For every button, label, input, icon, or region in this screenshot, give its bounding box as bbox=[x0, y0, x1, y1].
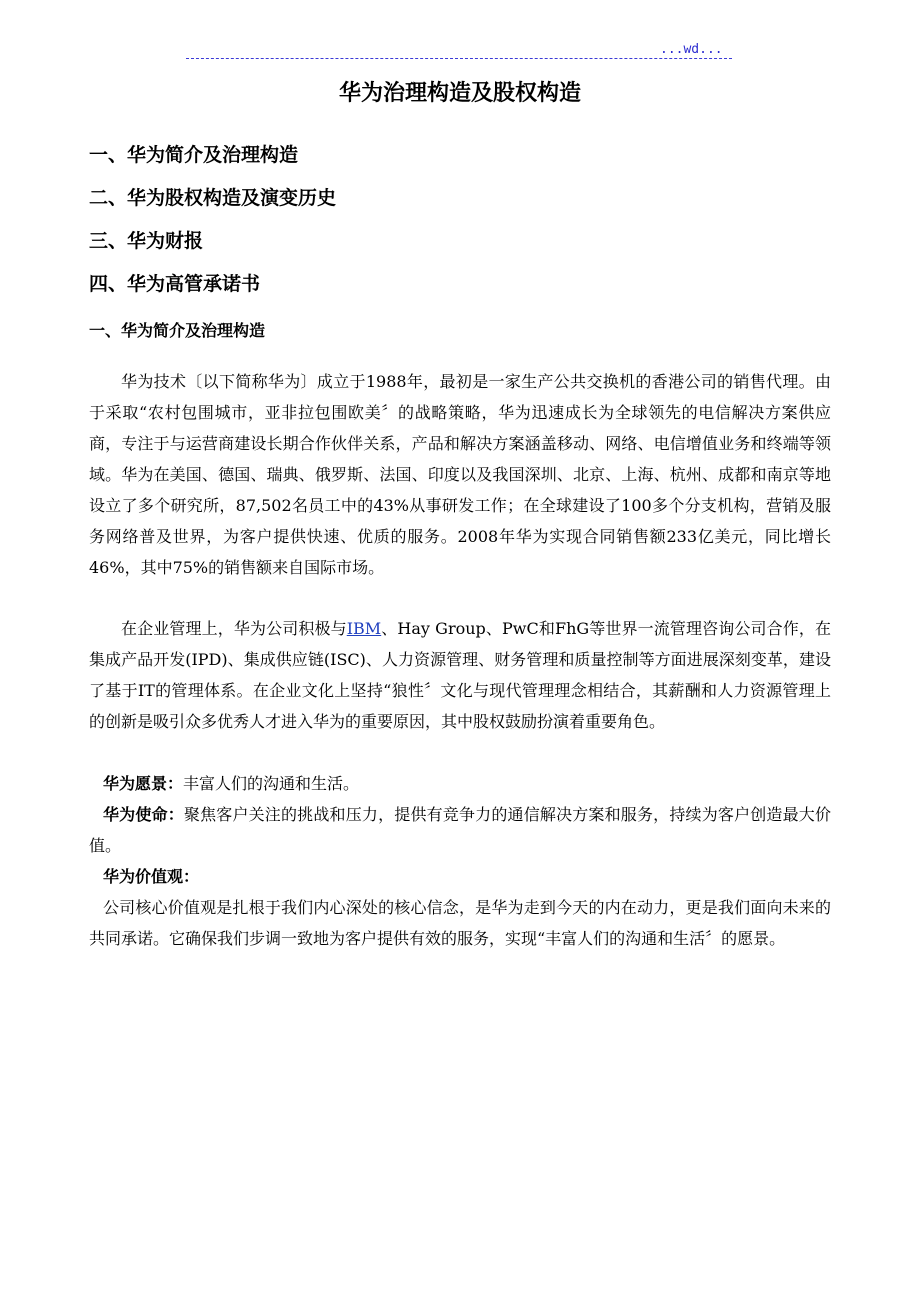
management-text-end: 、Hay Group、PwC和FhG等世界一流管理咨询公司合作，在集成产品开发(IPD)、集成供应链(ISC)、人力资源管理、财务管理和质量控制等方面进展深刻变革，建设了基于IT的管理体系。在企业文化上坚持“狼性〞文化与现代管理理念相结合，其薪酬和人力资源管理上的创新是吸引众多优秀人才进入华为的重要原因，其中股权鼓励扮演着重要角色。 bbox=[89, 619, 831, 731]
toc-item-1: 一、华为简介及治理构造 bbox=[89, 144, 299, 166]
vision-label: 华为愿景： bbox=[103, 774, 184, 793]
mission-label: 华为使命： bbox=[103, 805, 184, 824]
header-mark: ...wd... bbox=[660, 42, 723, 57]
toc-item-3: 三、华为财报 bbox=[89, 230, 204, 252]
toc-item-4: 四、华为高管承诺书 bbox=[89, 273, 261, 295]
values-paragraph: 公司核心价值观是扎根于我们内心深处的核心信念，是华为走到今天的内在动力，更是我们面向未来的共同承诺。它确保我们步调一致地为客户提供有效的服务，实现“丰富人们的沟通和生活〞的愿景。 bbox=[89, 898, 831, 948]
management-text-start: 在企业管理上，华为公司积极与 bbox=[121, 619, 347, 638]
management-paragraph bbox=[89, 613, 831, 737]
toc-item-2: 二、华为股权构造及演变历史 bbox=[89, 187, 337, 209]
values-label: 华为价值观： bbox=[103, 867, 200, 886]
intro-paragraph: 华为技术〔以下简称华为〕成立于1988年，最初是一家生产公共交换机的香港公司的销售代理。由于采取“农村包围城市，亚非拉包围欧美〞的战略策略，华为迅速成长为全球领先的电信解决方案供应商，专注于与运营商建设长期合作伙伴关系，产品和解决方案涵盖移动、网络、电信增值业务和终端等领域。华为在美国、德国、瑞典、俄罗斯、法国、印度以及我国深圳、北京、上海、杭州、成都和南京等地设立了多个研究所，87,502名员工中的43%从事研发工作；在全球建设了100多个分支机构，营销及服务网络普及世界，为客户提供快速、优质的服务。2008年华为实现合同销售额233亿美元，同比增长46%，其中75%的销售额来自国际市场。 bbox=[89, 372, 831, 577]
ibm-link[interactable]: IBM bbox=[346, 619, 382, 638]
document-title: 华为治理构造及股权构造 bbox=[338, 81, 581, 106]
vision-text: 丰富人们的沟通和生活。 bbox=[183, 774, 360, 793]
values-line bbox=[89, 861, 831, 892]
mission-text: 聚焦客户关注的挑战和压力，提供有竞争力的通信解决方案和服务，持续为客户创造最大价值。 bbox=[89, 805, 831, 855]
vision-line bbox=[89, 768, 831, 799]
mission-line bbox=[89, 799, 831, 861]
section-heading: 一、华为简介及治理构造 bbox=[89, 321, 266, 340]
header-dashed-rule bbox=[186, 58, 732, 59]
